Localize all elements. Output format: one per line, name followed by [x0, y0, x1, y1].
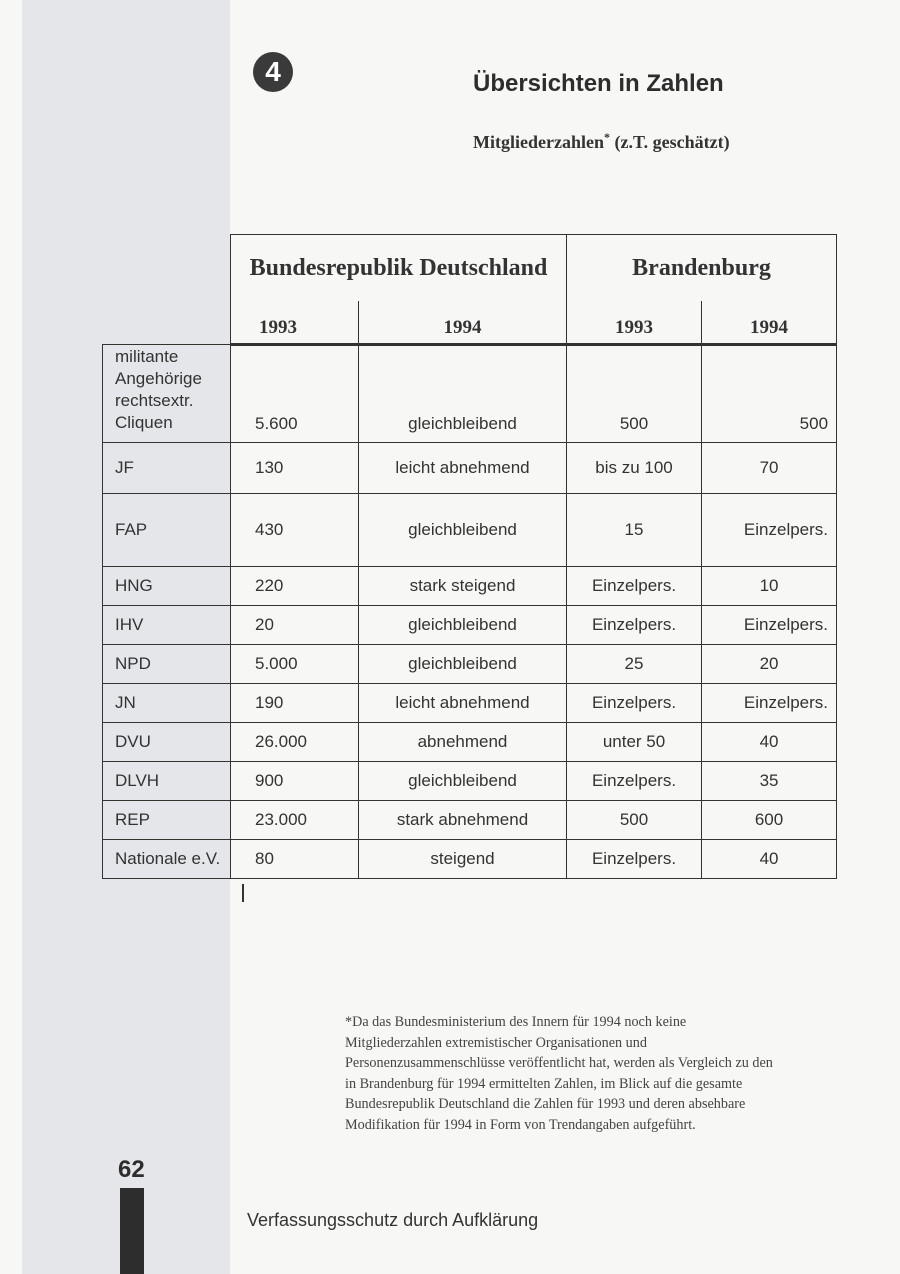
row-label: Nationale e.V. — [103, 840, 231, 879]
cell-bb-1993: Einzelpers. — [567, 567, 702, 606]
row-label: HNG — [103, 567, 231, 606]
cell-brd-1994: leicht abnehmend — [359, 443, 567, 494]
cell-bb-1994: Einzelpers. — [702, 606, 837, 645]
cell-bb-1993: 500 — [567, 345, 702, 443]
cell-bb-1993: Einzelpers. — [567, 684, 702, 723]
table-corner — [103, 235, 231, 302]
row-label: DLVH — [103, 762, 231, 801]
row-label: DVU — [103, 723, 231, 762]
row-label: FAP — [103, 494, 231, 567]
cell-brd-1993: 430 — [231, 494, 359, 567]
cell-brd-1994: stark abnehmend — [359, 801, 567, 840]
row-label: militante Angehörige rechtsextr. Cliquen — [103, 345, 231, 443]
table-row — [103, 567, 837, 606]
cell-bb-1994: 70 — [702, 443, 837, 494]
table-row — [103, 762, 837, 801]
cell-bb-1993: unter 50 — [567, 723, 702, 762]
cell-brd-1994: stark steigend — [359, 567, 567, 606]
cell-bb-1994: 35 — [702, 762, 837, 801]
chapter-number-badge: 4 — [253, 52, 293, 92]
cell-bb-1994: 10 — [702, 567, 837, 606]
membership-table-wrap — [102, 234, 836, 879]
page-title: Übersichten in Zahlen — [473, 70, 724, 97]
cell-brd-1993: 5.000 — [231, 645, 359, 684]
table-corner — [103, 301, 231, 345]
table-row — [103, 801, 837, 840]
page-number-bar — [120, 1188, 144, 1274]
row-label: JF — [103, 443, 231, 494]
footer-text: Verfassungsschutz durch Aufklärung — [247, 1210, 539, 1230]
cell-bb-1994: 500 — [702, 345, 837, 443]
row-label: JN — [103, 684, 231, 723]
cell-brd-1994: gleichbleibend — [359, 606, 567, 645]
membership-table — [102, 234, 837, 879]
cell-bb-1993: bis zu 100 — [567, 443, 702, 494]
table-row — [103, 494, 837, 567]
cell-bb-1994: Einzelpers. — [702, 684, 837, 723]
cell-brd-1994: gleichbleibend — [359, 345, 567, 443]
cell-bb-1993: 15 — [567, 494, 702, 567]
subtitle-marker: * — [603, 130, 610, 144]
cell-brd-1994: abnehmend — [359, 723, 567, 762]
page-number: 62 — [118, 1156, 145, 1183]
group-header-brandenburg: Brandenburg — [567, 235, 837, 302]
cell-brd-1994: gleichbleibend — [359, 494, 567, 567]
row-label: NPD — [103, 645, 231, 684]
table-tick-mark — [242, 884, 244, 902]
cell-brd-1993: 900 — [231, 762, 359, 801]
year-header: 1993 — [567, 301, 702, 345]
row-label: REP — [103, 801, 231, 840]
table-row — [103, 684, 837, 723]
footnote: *Da das Bundesministerium des Innern für 1994 noch keine Mitgliederzahlen extremistischer Organisationen und Personenzusammenschlüsse veröffentlicht hat, werden als Vergleich zu den in Brandenburg für 1994 ermittelten Zahlen, im Blick auf die gesamte Bundesrepublik Deutschland die Zahlen für 1993 und deren absehbare Modifikation für 1994 in Form von Trendangaben aufgeführt. — [345, 1014, 773, 1133]
cell-bb-1994: Einzelpers. — [702, 494, 837, 567]
table-row — [103, 345, 837, 443]
cell-brd-1993: 80 — [231, 840, 359, 879]
row-label: IHV — [103, 606, 231, 645]
cell-bb-1993: Einzelpers. — [567, 762, 702, 801]
subtitle-text: Mitgliederzahlen — [473, 132, 604, 152]
cell-bb-1994: 20 — [702, 645, 837, 684]
cell-brd-1993: 190 — [231, 684, 359, 723]
cell-brd-1993: 220 — [231, 567, 359, 606]
cell-brd-1993: 130 — [231, 443, 359, 494]
cell-brd-1994: gleichbleibend — [359, 762, 567, 801]
cell-bb-1994: 40 — [702, 723, 837, 762]
subtitle — [473, 130, 730, 153]
cell-brd-1993: 26.000 — [231, 723, 359, 762]
table-row — [103, 606, 837, 645]
year-header: 1994 — [702, 301, 837, 345]
cell-brd-1993: 23.000 — [231, 801, 359, 840]
cell-brd-1993: 20 — [231, 606, 359, 645]
table-row — [103, 840, 837, 879]
cell-brd-1994: steigend — [359, 840, 567, 879]
cell-bb-1994: 40 — [702, 840, 837, 879]
cell-brd-1994: leicht abnehmend — [359, 684, 567, 723]
table-row — [103, 645, 837, 684]
cell-bb-1993: 25 — [567, 645, 702, 684]
table-row — [103, 723, 837, 762]
group-header-brd: Bundesrepublik Deutschland — [231, 235, 567, 302]
cell-brd-1994: gleichbleibend — [359, 645, 567, 684]
cell-bb-1993: 500 — [567, 801, 702, 840]
cell-brd-1993: 5.600 — [231, 345, 359, 443]
cell-bb-1993: Einzelpers. — [567, 840, 702, 879]
year-header: 1994 — [359, 301, 567, 345]
year-header: 1993 — [231, 301, 359, 345]
cell-bb-1994: 600 — [702, 801, 837, 840]
table-row — [103, 443, 837, 494]
subtitle-note: (z.T. geschätzt) — [614, 132, 730, 152]
cell-bb-1993: Einzelpers. — [567, 606, 702, 645]
